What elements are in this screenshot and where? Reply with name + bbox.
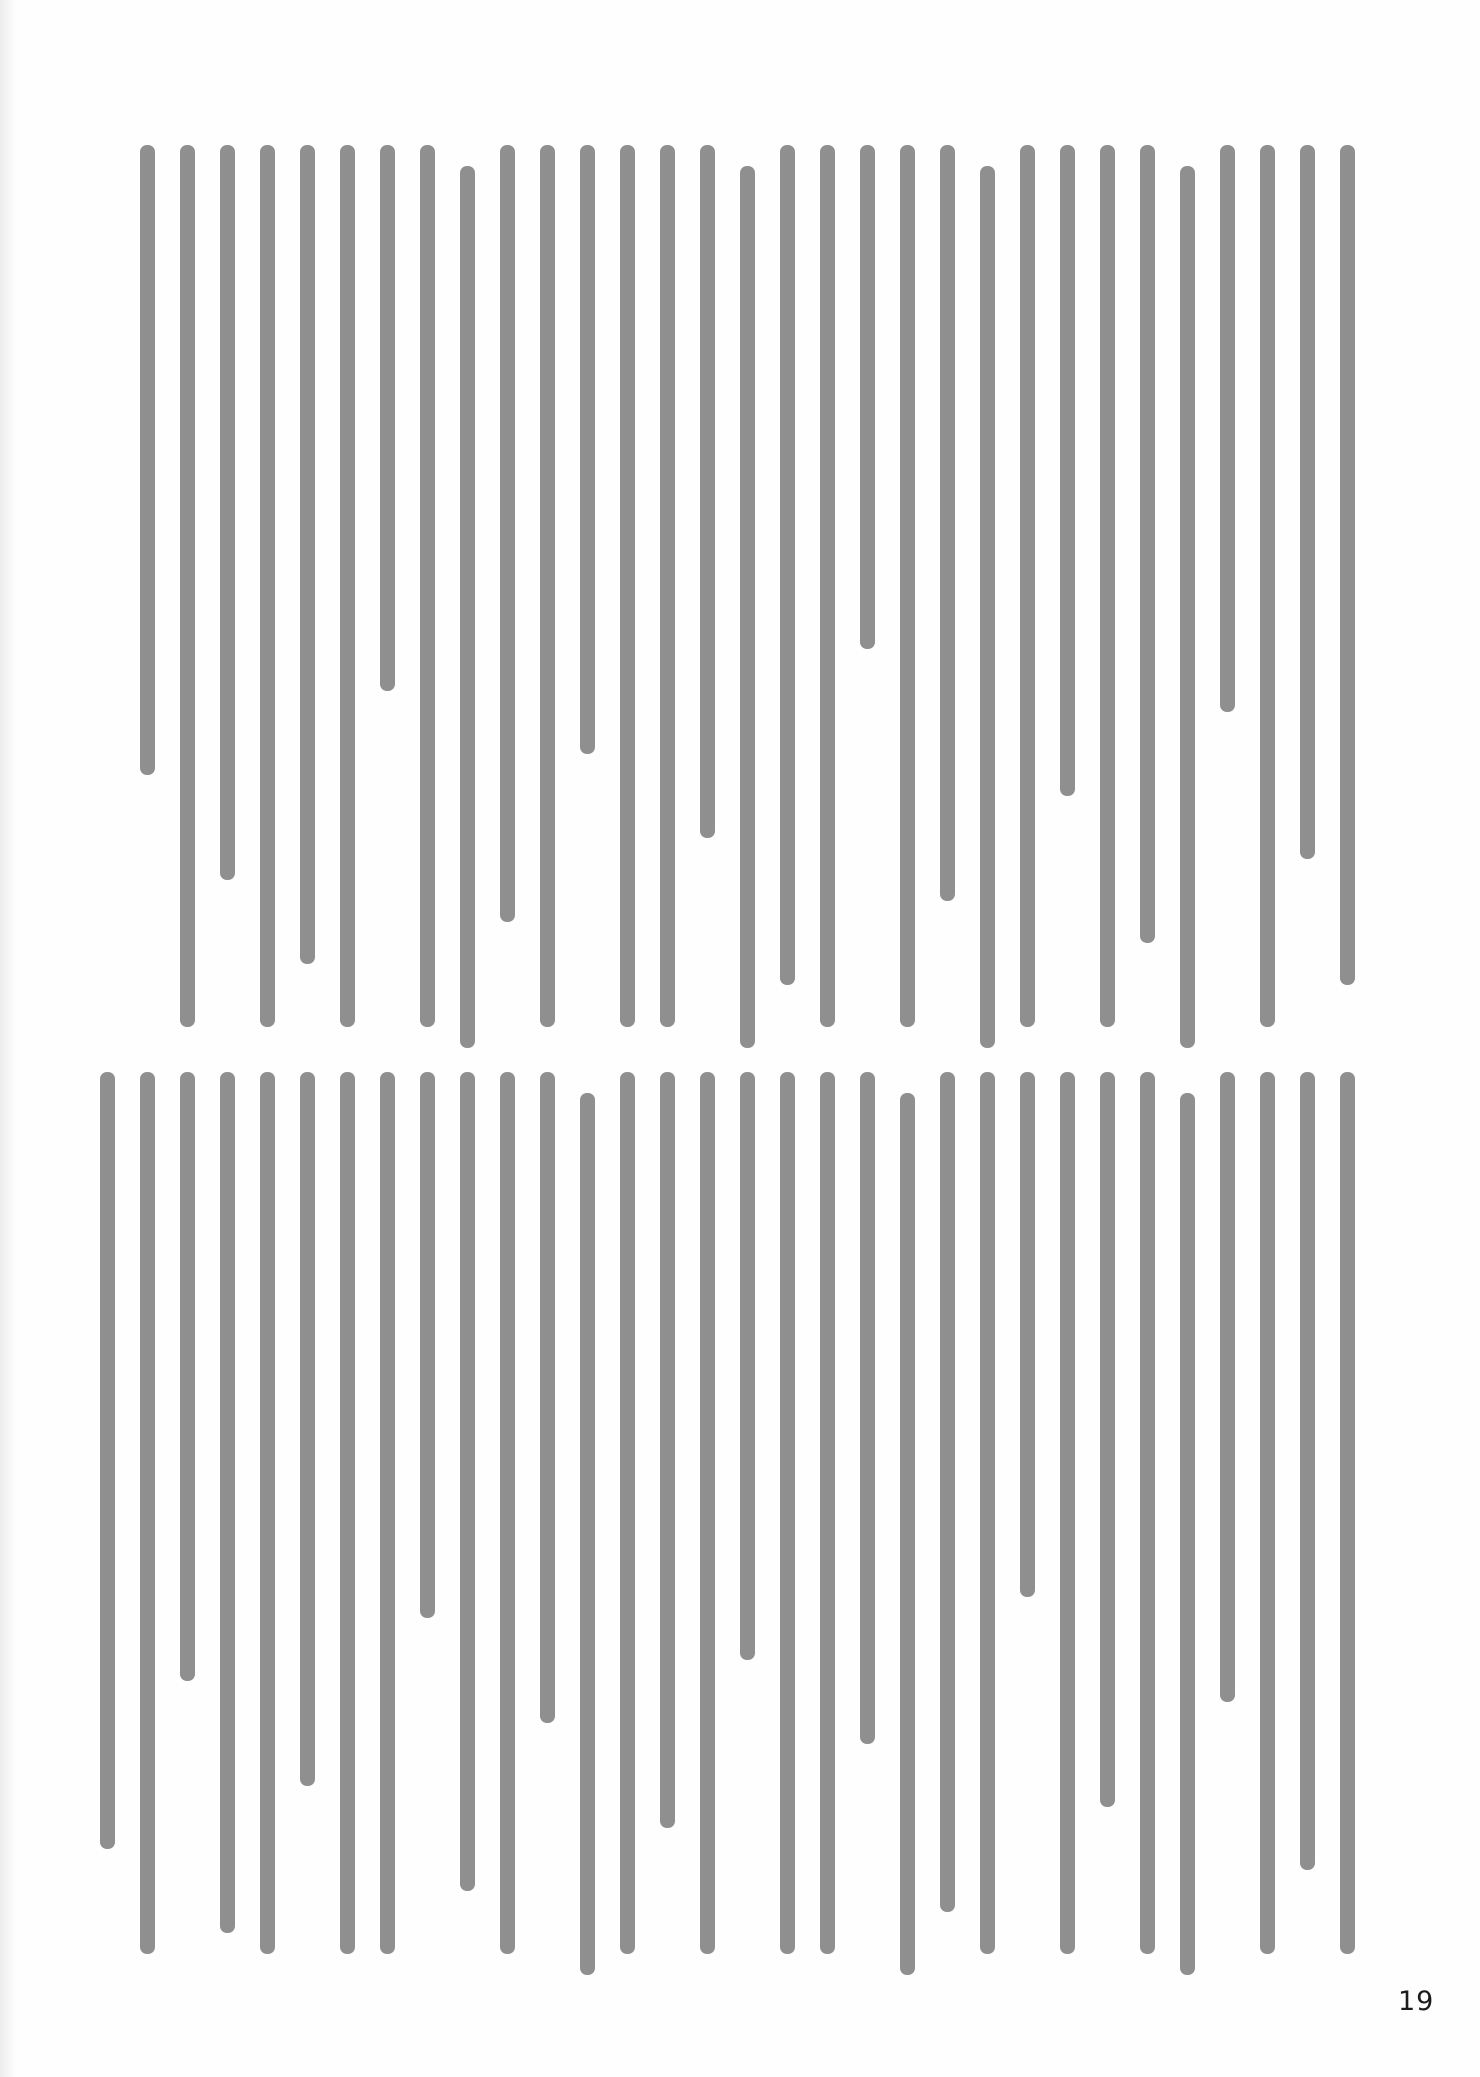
redacted-text-line <box>500 1072 515 1954</box>
redacted-text-line <box>1260 145 1275 1027</box>
redacted-text-line <box>1140 145 1155 943</box>
redacted-text-line <box>1180 166 1195 1048</box>
redacted-text-line <box>380 1072 395 1954</box>
redacted-text-line <box>580 145 595 754</box>
redacted-text-line <box>540 145 555 1027</box>
redacted-text-line <box>940 1072 955 1912</box>
redacted-text-line <box>300 1072 315 1786</box>
redacted-text-line <box>1100 1072 1115 1807</box>
redacted-text-line <box>1300 1072 1315 1870</box>
redacted-text-line <box>620 145 635 1027</box>
redacted-text-line <box>1260 1072 1275 1954</box>
redacted-text-line <box>340 145 355 1027</box>
redacted-text-line <box>220 1072 235 1933</box>
redacted-text-line <box>1020 1072 1035 1597</box>
scan-shadow-left <box>0 0 16 2077</box>
text-block-top <box>140 145 1355 1037</box>
redacted-text-line <box>1220 1072 1235 1702</box>
page-number: 19 <box>1398 1986 1435 2017</box>
redacted-text-line <box>420 145 435 1027</box>
redacted-text-line <box>660 1072 675 1828</box>
redacted-text-line <box>1300 145 1315 859</box>
redacted-text-line <box>260 1072 275 1954</box>
text-block-bottom <box>100 1072 1355 1954</box>
redacted-text-line <box>900 145 915 1027</box>
redacted-text-line <box>940 145 955 901</box>
redacted-text-line <box>340 1072 355 1954</box>
redacted-text-line <box>580 1093 595 1975</box>
redacted-text-line <box>1340 145 1355 985</box>
redacted-text-line <box>100 1072 115 1849</box>
redacted-text-line <box>980 1072 995 1954</box>
redacted-text-line <box>700 1072 715 1954</box>
redacted-text-line <box>1060 145 1075 796</box>
redacted-text-line <box>820 1072 835 1954</box>
redacted-text-line <box>780 1072 795 1954</box>
redacted-text-line <box>780 145 795 985</box>
redacted-text-line <box>1220 145 1235 712</box>
redacted-text-line <box>180 145 195 1027</box>
redacted-text-line <box>660 145 675 1027</box>
redacted-text-line <box>260 145 275 1027</box>
redacted-text-line <box>620 1072 635 1954</box>
redacted-text-line <box>740 1072 755 1660</box>
redacted-text-line <box>700 145 715 838</box>
redacted-text-line <box>1340 1072 1355 1954</box>
redacted-text-line <box>740 166 755 1048</box>
redacted-text-line <box>1060 1072 1075 1954</box>
redacted-text-line <box>500 145 515 922</box>
redacted-text-line <box>540 1072 555 1723</box>
redacted-text-line <box>900 1093 915 1975</box>
redacted-text-line <box>1020 145 1035 1027</box>
redacted-text-line <box>460 166 475 1048</box>
redacted-text-line <box>180 1072 195 1681</box>
redacted-text-line <box>380 145 395 691</box>
redacted-text-line <box>1180 1093 1195 1975</box>
redacted-text-line <box>140 1072 155 1954</box>
redacted-text-line <box>140 145 155 775</box>
redacted-text-line <box>460 1072 475 1891</box>
redacted-text-line <box>220 145 235 880</box>
redacted-text-line <box>980 166 995 1048</box>
redacted-text-line <box>860 1072 875 1744</box>
redacted-text-line <box>860 145 875 649</box>
redacted-text-line <box>1100 145 1115 1027</box>
redacted-text-line <box>1140 1072 1155 1954</box>
redacted-text-line <box>300 145 315 964</box>
redacted-text-line <box>420 1072 435 1618</box>
redacted-text-line <box>820 145 835 1027</box>
